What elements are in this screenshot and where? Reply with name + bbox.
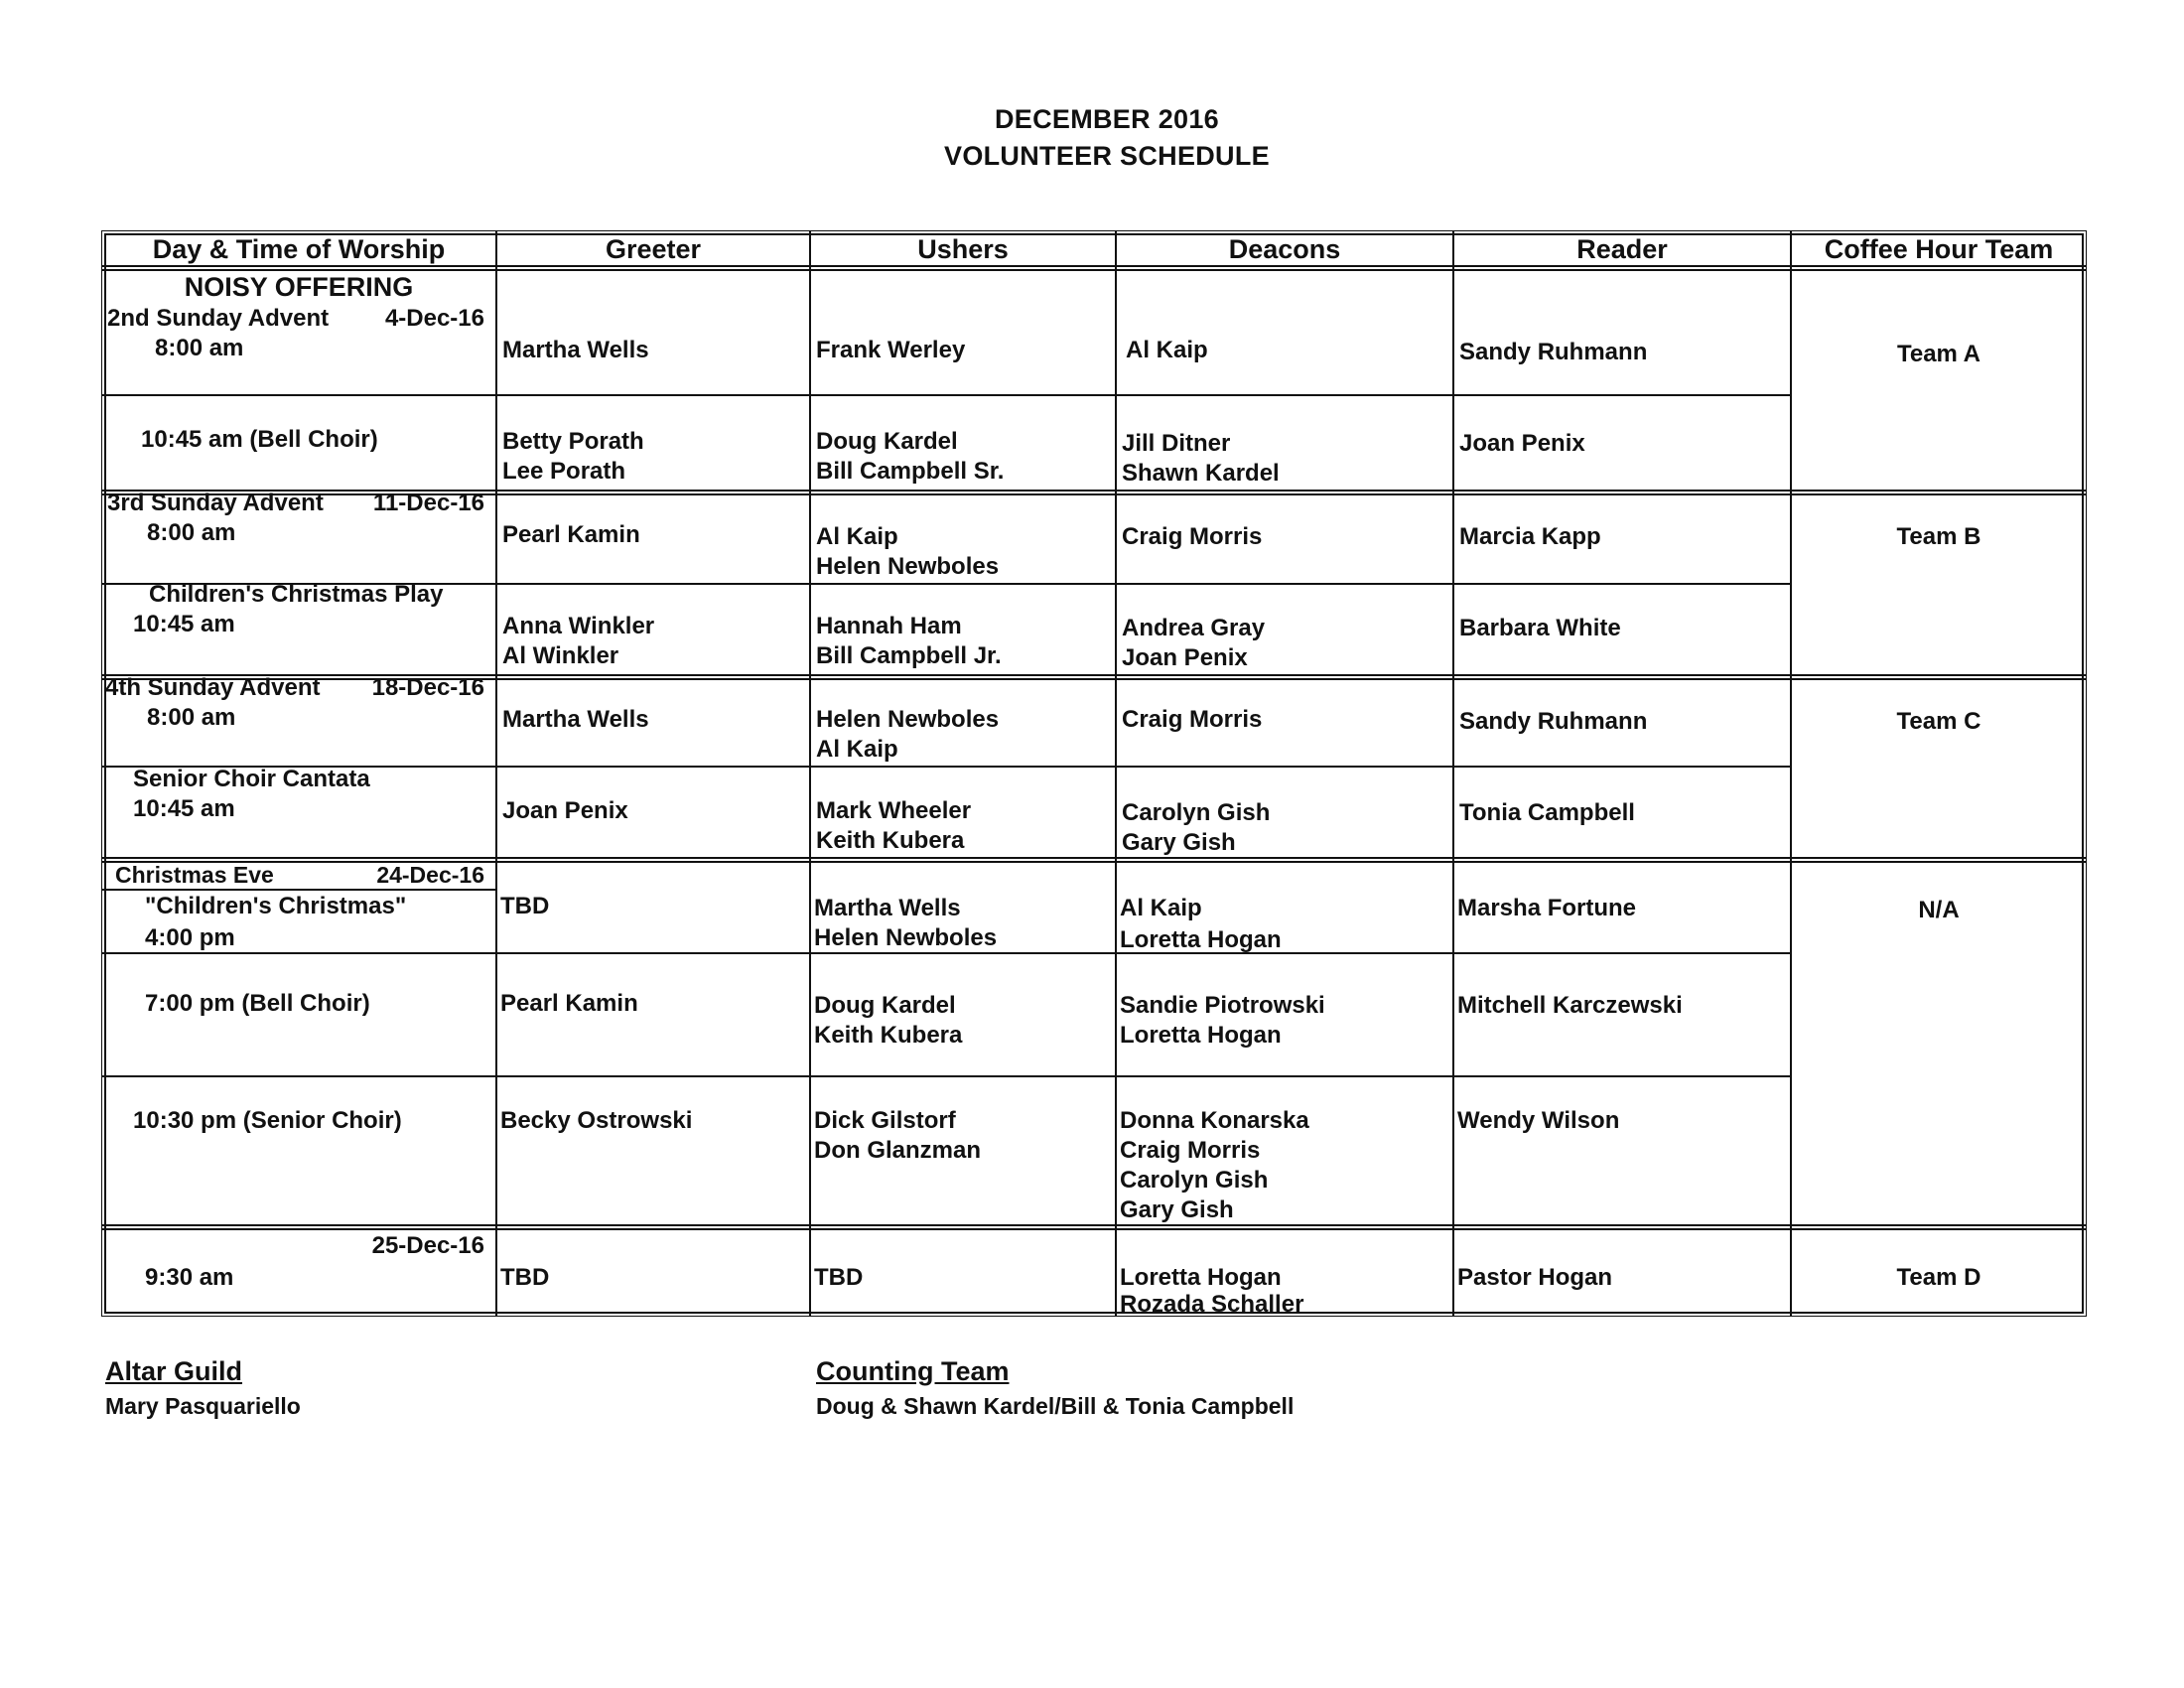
- eve-s2-greeter: Pearl Kamin: [500, 990, 638, 1017]
- week3-day: 4th Sunday Advent: [105, 674, 321, 701]
- week2-date: 11-Dec-16: [372, 490, 484, 516]
- eve-s3-time: 10:30 pm (Senior Choir): [133, 1107, 402, 1134]
- page-title: DECEMBER 2016: [995, 104, 1219, 134]
- eve-day: Christmas Eve: [115, 862, 274, 888]
- week1-s1-deacons: Al Kaip: [1126, 337, 1208, 363]
- week2-s2-usher-2: Bill Campbell Jr.: [816, 642, 1002, 669]
- week1-day: 2nd Sunday Advent: [107, 305, 330, 332]
- week1-s2-deacon-1: Jill Ditner: [1122, 430, 1231, 457]
- week2-s2-greeter-2: Al Winkler: [502, 642, 619, 669]
- week3-s2-usher-2: Keith Kubera: [816, 827, 965, 854]
- week1-s2-greeter-2: Lee Porath: [502, 458, 626, 485]
- week3-coffee-team: Team C: [1896, 708, 1981, 735]
- day25-date: 25-Dec-16: [371, 1232, 484, 1259]
- eve-s2-reader: Mitchell Karczewski: [1457, 992, 1683, 1019]
- week3-s1-usher-2: Al Kaip: [816, 736, 898, 763]
- week3-s2-time: 10:45 am: [133, 795, 235, 822]
- week2-s1-usher-1: Al Kaip: [816, 523, 898, 550]
- day25-coffee-team: Team D: [1896, 1264, 1981, 1291]
- week2-s2-time: 10:45 am: [133, 611, 235, 637]
- eve-coffee-team: N/A: [1918, 897, 1960, 923]
- eve-s2-deacon-2: Loretta Hogan: [1120, 1022, 1282, 1049]
- week3-s1-reader: Sandy Ruhmann: [1459, 708, 1648, 735]
- noisy-offering-banner: NOISY OFFERING: [184, 272, 414, 302]
- day25-deacon-1: Loretta Hogan: [1120, 1264, 1282, 1291]
- week2-s2-usher-1: Hannah Ham: [816, 613, 962, 639]
- eve-s3-deacon-3: Carolyn Gish: [1120, 1167, 1269, 1194]
- col-header-reader: Reader: [1576, 234, 1668, 264]
- week2-s2-greeter-1: Anna Winkler: [502, 613, 655, 639]
- eve-s3-deacon-2: Craig Morris: [1120, 1137, 1261, 1164]
- eve-s3-reader: Wendy Wilson: [1457, 1107, 1620, 1134]
- week3-s1-time: 8:00 am: [147, 704, 236, 731]
- eve-s3-greeter: Becky Ostrowski: [500, 1107, 693, 1134]
- week3-s1-usher-1: Helen Newboles: [816, 706, 1000, 733]
- week3-s2-greeter: Joan Penix: [502, 797, 628, 824]
- week2-coffee-team: Team B: [1896, 523, 1981, 550]
- col-header-coffee: Coffee Hour Team: [1824, 234, 2054, 264]
- eve-s1-event: "Children's Christmas": [145, 893, 407, 919]
- volunteer-schedule-table: [101, 230, 2087, 1317]
- week2-s2-deacon-2: Joan Penix: [1122, 644, 1248, 671]
- week3-s2-deacon-2: Gary Gish: [1122, 829, 1236, 856]
- week3-s2-usher-1: Mark Wheeler: [816, 797, 972, 824]
- day25-deacon-2: Rozada Schaller: [1120, 1291, 1304, 1318]
- week1-s2-reader: Joan Penix: [1459, 430, 1585, 457]
- day25-ushers: TBD: [814, 1264, 864, 1291]
- week1-s2-deacon-2: Shawn Kardel: [1122, 460, 1280, 487]
- week2-day: 3rd Sunday Advent: [107, 490, 324, 516]
- week1-s1-greeter: Martha Wells: [502, 337, 649, 363]
- week1-s1-time: 8:00 am: [155, 335, 244, 361]
- week2-s1-time: 8:00 am: [147, 519, 236, 546]
- altar-guild-section: [105, 1356, 301, 1420]
- week3-s2-event: Senior Choir Cantata: [133, 766, 370, 792]
- week1-coffee-team: Team A: [1896, 341, 1981, 367]
- week2-s1-reader: Marcia Kapp: [1459, 523, 1601, 550]
- counting-team-section: [816, 1356, 1294, 1420]
- week2-s2-reader: Barbara White: [1459, 615, 1621, 641]
- week1-s2-greeter-1: Betty Porath: [502, 428, 644, 455]
- eve-s1-deacon-1: Al Kaip: [1120, 895, 1202, 921]
- week2-s2-event: Children's Christmas Play: [149, 581, 444, 608]
- eve-s3-deacon-4: Gary Gish: [1120, 1196, 1234, 1223]
- eve-s2-time: 7:00 pm (Bell Choir): [145, 990, 370, 1017]
- week2-s1-usher-2: Helen Newboles: [816, 553, 1000, 580]
- week3-date: 18-Dec-16: [371, 674, 484, 701]
- eve-s1-deacon-2: Loretta Hogan: [1120, 926, 1282, 953]
- col-header-deacons: Deacons: [1228, 234, 1341, 264]
- eve-s1-greeter: TBD: [500, 893, 550, 919]
- day25-greeter: TBD: [500, 1264, 550, 1291]
- eve-s1-usher-1: Martha Wells: [814, 895, 961, 921]
- table-grid: [101, 230, 2087, 1317]
- eve-s1-time: 4:00 pm: [145, 924, 235, 951]
- week3-s2-deacon-1: Carolyn Gish: [1122, 799, 1271, 826]
- eve-s2-usher-1: Doug Kardel: [814, 992, 956, 1019]
- week1-s2-usher-2: Bill Campbell Sr.: [816, 458, 1005, 485]
- week1-date: 4-Dec-16: [384, 305, 484, 332]
- week1-s2-usher-1: Doug Kardel: [816, 428, 958, 455]
- week2-s1-deacons: Craig Morris: [1122, 523, 1263, 550]
- week3-s1-greeter: Martha Wells: [502, 706, 649, 733]
- week1-s1-reader: Sandy Ruhmann: [1459, 339, 1648, 365]
- eve-s1-reader: Marsha Fortune: [1457, 895, 1637, 921]
- page-subtitle: VOLUNTEER SCHEDULE: [944, 141, 1270, 171]
- eve-date: 24-Dec-16: [376, 862, 484, 888]
- week1-s2-time: 10:45 am (Bell Choir): [141, 426, 378, 453]
- altar-guild-name: Mary Pasquariello: [105, 1393, 301, 1419]
- eve-s3-deacon-1: Donna Konarska: [1120, 1107, 1309, 1134]
- counting-team-heading: Counting Team: [816, 1356, 1010, 1386]
- counting-team-names: Doug & Shawn Kardel/Bill & Tonia Campbell: [816, 1393, 1295, 1419]
- eve-s3-usher-1: Dick Gilstorf: [814, 1107, 956, 1134]
- week3-s2-reader: Tonia Campbell: [1459, 799, 1635, 826]
- week3-s1-deacons: Craig Morris: [1122, 706, 1263, 733]
- eve-s2-usher-2: Keith Kubera: [814, 1022, 963, 1049]
- eve-s3-usher-2: Don Glanzman: [814, 1137, 982, 1164]
- eve-s2-deacon-1: Sandie Piotrowski: [1120, 992, 1325, 1019]
- day25-reader: Pastor Hogan: [1457, 1264, 1613, 1291]
- col-header-greeter: Greeter: [605, 234, 702, 264]
- week2-s2-deacon-1: Andrea Gray: [1122, 615, 1266, 641]
- col-header-worship: Day & Time of Worship: [152, 234, 446, 264]
- col-header-ushers: Ushers: [917, 234, 1009, 264]
- eve-s1-usher-2: Helen Newboles: [814, 924, 998, 951]
- week2-s1-greeter: Pearl Kamin: [502, 521, 640, 548]
- day25-time: 9:30 am: [145, 1264, 234, 1291]
- altar-guild-heading: Altar Guild: [105, 1356, 243, 1386]
- week1-s1-ushers: Frank Werley: [816, 337, 966, 363]
